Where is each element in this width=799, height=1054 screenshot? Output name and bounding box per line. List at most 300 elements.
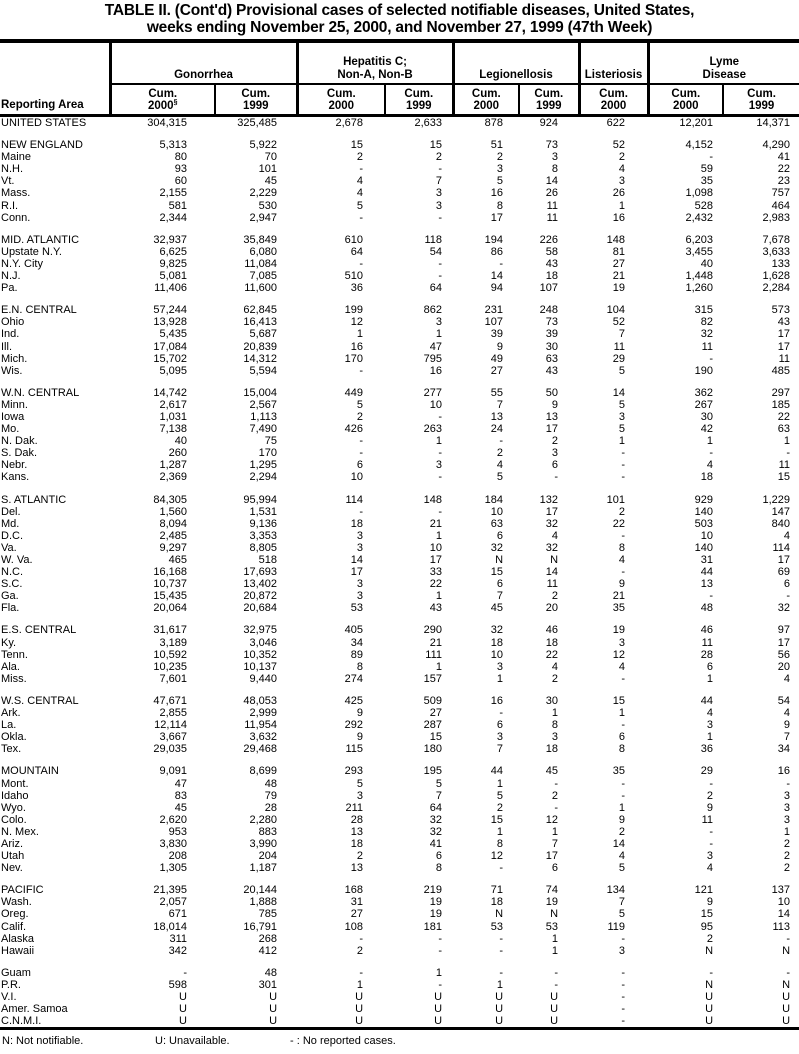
value-cell: 263	[423, 423, 443, 436]
table-row	[0, 778, 799, 790]
value-cell: 277	[423, 386, 443, 399]
reporting-area-cell: Guam	[1, 966, 31, 979]
value-cell: 671	[168, 908, 187, 921]
value-cell: 518	[258, 554, 278, 566]
value-cell: 45	[264, 175, 278, 188]
value-cell: 226	[539, 233, 559, 246]
value-cell: 426	[344, 423, 364, 436]
value-cell: 325,485	[237, 117, 278, 129]
table-row	[0, 258, 799, 270]
value-cell: 1	[496, 978, 504, 991]
value-cell: 5	[356, 398, 364, 411]
value-cell: 530	[258, 199, 278, 212]
reporting-area-cell: Mo.	[1, 423, 20, 436]
value-cell: 107	[484, 316, 504, 329]
value-cell: 13	[700, 578, 714, 591]
value-cell: 19	[429, 896, 443, 909]
value-cell: 9,440	[249, 672, 278, 685]
value-cell: 5,081	[159, 270, 187, 283]
table-row	[0, 884, 799, 896]
value-cell: 5	[618, 908, 626, 921]
value-cell: 44	[490, 765, 504, 778]
value-cell: 26	[545, 187, 559, 200]
table-row	[0, 316, 799, 328]
footnote-marker: §	[173, 99, 178, 107]
value-cell: 55	[490, 386, 504, 399]
value-cell: 3	[706, 850, 714, 863]
reporting-area-cell: E.N. CENTRAL	[1, 304, 77, 317]
value-cell: 21	[612, 590, 626, 603]
table-row	[0, 506, 799, 518]
value-cell: -	[438, 978, 443, 991]
value-cell: 7	[496, 398, 504, 411]
table-row	[0, 602, 799, 614]
value-cell: 53	[350, 602, 364, 615]
value-cell: 8	[496, 199, 504, 212]
notifiable-diseases-table	[0, 39, 799, 1030]
value-cell: -	[554, 966, 559, 979]
value-cell: 2	[496, 151, 504, 164]
value-cell: 11,600	[244, 282, 278, 295]
section-spacer	[0, 294, 799, 304]
value-cell: 17	[490, 211, 504, 224]
value-cell: 10	[490, 648, 504, 661]
table-row	[0, 234, 799, 246]
value-cell: 1	[496, 825, 504, 838]
value-cell: 1	[435, 529, 443, 542]
column-header-legionellosis-1999: Cum. 1999	[519, 84, 579, 116]
value-cell: 3,990	[249, 837, 278, 850]
value-cell: 2,617	[159, 398, 187, 411]
value-cell: 70	[264, 151, 278, 164]
value-cell: 4	[356, 175, 364, 188]
value-cell: 292	[344, 719, 364, 732]
value-cell: -	[709, 825, 714, 838]
value-cell: 32,937	[153, 233, 187, 246]
value-cell: 27	[612, 257, 626, 270]
reporting-area-cell: Vt.	[1, 175, 15, 188]
value-cell: 5	[435, 777, 443, 790]
table-row	[0, 814, 799, 826]
value-cell: 3,667	[159, 731, 187, 744]
value-cell: -	[438, 211, 443, 224]
reporting-area-cell: D.C.	[1, 529, 23, 542]
reporting-area-cell: Va.	[1, 541, 17, 554]
table-row	[0, 933, 799, 945]
value-cell: 8	[551, 163, 559, 176]
reporting-area-cell: Tenn.	[1, 648, 28, 661]
value-cell: -	[499, 966, 504, 979]
value-cell: 121	[694, 884, 714, 897]
value-cell: 211	[345, 801, 364, 814]
table-row	[0, 673, 799, 685]
value-cell: 18	[700, 471, 714, 484]
value-cell: 9	[706, 896, 714, 909]
value-cell: 10	[490, 505, 504, 518]
value-cell: 9	[496, 340, 504, 353]
reporting-area-cell: Conn.	[1, 211, 31, 224]
value-cell: 219	[423, 884, 443, 897]
value-cell: 43	[429, 602, 443, 615]
value-cell: 16	[490, 694, 504, 707]
value-cell: 1	[496, 777, 504, 790]
value-cell: 231	[484, 304, 504, 317]
value-cell: 2	[496, 801, 504, 814]
reporting-area-cell: S.C.	[1, 578, 23, 591]
column-group-hepatitis-c: Hepatitis C; Non-A, Non-B	[297, 41, 453, 84]
value-cell: -	[786, 777, 791, 790]
value-cell: 63	[777, 423, 791, 436]
value-cell: 15	[777, 471, 791, 484]
value-cell: 3	[783, 813, 791, 826]
value-cell: 3	[356, 541, 364, 554]
value-cell: 44	[700, 566, 714, 579]
value-cell: 1	[706, 672, 714, 685]
value-cell: 4	[783, 672, 791, 685]
value-cell: 56	[777, 648, 791, 661]
value-cell: -	[621, 991, 626, 1003]
value-cell: 41	[429, 837, 443, 850]
value-cell: -	[621, 459, 626, 472]
value-cell: 17	[777, 328, 791, 341]
table-body	[0, 116, 799, 1029]
reporting-area-cell: Pa.	[1, 282, 18, 295]
value-cell: 10,592	[153, 648, 187, 661]
value-cell: 18	[545, 636, 559, 649]
value-cell: 17	[777, 636, 791, 649]
value-cell: 108	[344, 920, 364, 933]
value-cell: 290	[423, 624, 443, 637]
reporting-area-cell: Wash.	[1, 896, 32, 909]
value-cell: 17	[429, 554, 443, 566]
value-cell: U	[355, 991, 364, 1003]
value-cell: 84,305	[153, 493, 187, 506]
value-cell: 19	[429, 908, 443, 921]
value-cell: 47,671	[153, 694, 187, 707]
value-cell: 1	[706, 731, 714, 744]
reporting-area-cell: Oreg.	[1, 908, 29, 921]
value-cell: 878	[484, 117, 504, 129]
column-header-hepatitis-c-1999: Cum. 1999	[385, 84, 453, 116]
value-cell: -	[621, 529, 626, 542]
value-cell: 2,155	[159, 187, 187, 200]
table-row	[0, 743, 799, 755]
value-cell: 3	[435, 187, 443, 200]
value-cell: 185	[771, 398, 791, 411]
value-cell: U	[705, 1015, 714, 1028]
column-group-gonorrhea: Gonorrhea	[110, 41, 297, 84]
value-cell: 2	[435, 151, 443, 164]
table-row	[0, 399, 799, 411]
value-cell: 3	[783, 801, 791, 814]
table-row	[0, 896, 799, 908]
value-cell: 6	[783, 578, 791, 591]
reporting-area-cell: N.J.	[1, 270, 21, 283]
value-cell: 1,295	[249, 459, 278, 472]
value-cell: 3	[496, 731, 504, 744]
value-cell: 34	[350, 636, 364, 649]
value-cell: 5	[618, 862, 626, 875]
value-cell: 528	[694, 199, 714, 212]
reporting-area-cell: Upstate N.Y.	[1, 245, 62, 258]
value-cell: -	[621, 1003, 626, 1016]
value-cell: 15	[429, 731, 443, 744]
value-cell: 1,305	[159, 862, 187, 875]
value-cell: 29	[700, 765, 714, 778]
value-cell: 14	[777, 908, 791, 921]
value-cell: 2,983	[762, 211, 791, 224]
table-row	[0, 471, 799, 483]
reporting-area-cell: Alaska	[1, 932, 35, 945]
value-cell: 3	[551, 731, 559, 744]
value-cell: 1	[435, 966, 443, 979]
value-cell: 19	[612, 624, 626, 637]
value-cell: 2	[551, 590, 559, 603]
value-cell: 465	[168, 554, 187, 566]
reporting-area-cell: N.H.	[1, 163, 23, 176]
table-row	[0, 530, 799, 542]
value-cell: 7	[618, 328, 626, 341]
column-group-listeriosis: Listeriosis	[579, 41, 648, 84]
value-cell: 953	[168, 825, 187, 838]
value-cell: 3,633	[762, 245, 791, 258]
value-cell: 17	[350, 566, 364, 579]
value-cell: 15	[490, 566, 504, 579]
value-cell: -	[499, 707, 504, 720]
value-cell: 28	[350, 813, 364, 826]
value-cell: 2,280	[249, 813, 278, 826]
value-cell: 4	[783, 529, 791, 542]
value-cell: 1	[551, 944, 559, 957]
value-cell: 485	[771, 364, 791, 377]
table-row	[0, 991, 799, 1003]
value-cell: 287	[423, 719, 443, 732]
value-cell: 15	[612, 694, 626, 707]
reporting-area-cell: Hawaii	[1, 944, 35, 957]
value-cell: 132	[539, 493, 559, 506]
value-cell: 48	[264, 777, 278, 790]
value-cell: 94	[490, 282, 504, 295]
value-cell: 32	[490, 624, 504, 637]
value-cell: 97	[777, 624, 791, 637]
value-cell: 581	[168, 199, 187, 212]
value-cell: 2	[706, 932, 714, 945]
value-cell: 15	[700, 908, 714, 921]
value-cell: 6	[551, 459, 559, 472]
value-cell: 32	[700, 328, 714, 341]
value-cell: 12	[350, 316, 364, 329]
value-cell: U	[550, 1015, 559, 1028]
value-cell: 6	[551, 862, 559, 875]
value-cell: 43	[545, 257, 559, 270]
value-cell: 32	[429, 825, 443, 838]
value-cell: 311	[169, 932, 187, 945]
value-cell: 301	[258, 978, 278, 991]
value-cell: 63	[490, 517, 504, 530]
value-cell: 7	[618, 896, 626, 909]
reporting-area-cell: La.	[1, 719, 17, 732]
value-cell: 57,244	[153, 304, 187, 317]
value-cell: 19	[545, 896, 559, 909]
value-cell: 1	[618, 707, 626, 720]
reporting-area-cell: Ky.	[1, 636, 17, 649]
reporting-area-cell: NEW ENGLAND	[1, 139, 83, 152]
column-group-lyme-disease: Lyme Disease	[648, 41, 799, 84]
value-cell: 52	[612, 139, 626, 152]
value-cell: 95,994	[243, 493, 278, 506]
reporting-area-cell: Del.	[1, 505, 21, 518]
table-row	[0, 862, 799, 874]
reporting-area-cell: Wis.	[1, 364, 23, 377]
value-cell: 2	[551, 435, 559, 448]
value-cell: -	[709, 151, 714, 164]
header-group-row	[0, 41, 799, 84]
value-cell: 190	[694, 364, 714, 377]
value-cell: 137	[771, 884, 791, 897]
value-cell: 2	[618, 825, 626, 838]
value-cell: 5,095	[159, 364, 187, 377]
value-cell: 6	[496, 719, 504, 732]
footnote-no-reported-cases: - : No reported cases.	[290, 1035, 396, 1048]
value-cell: 17	[545, 505, 559, 518]
value-cell: -	[621, 672, 626, 685]
reporting-area-cell: Mich.	[1, 352, 28, 365]
value-cell: 9	[706, 801, 714, 814]
reporting-area-cell: Minn.	[1, 398, 28, 411]
value-cell: 40	[174, 435, 187, 448]
value-cell: 95	[700, 920, 714, 933]
value-cell: 274	[344, 672, 364, 685]
value-cell: 3	[356, 590, 364, 603]
value-cell: -	[359, 966, 364, 979]
value-cell: 194	[484, 233, 504, 246]
value-cell: 14,371	[756, 117, 791, 129]
reporting-area-cell: Ga.	[1, 590, 19, 603]
value-cell: 14	[490, 270, 504, 283]
value-cell: 3,189	[159, 636, 187, 649]
value-cell: U	[434, 991, 443, 1003]
value-cell: 293	[344, 765, 364, 778]
value-cell: 14	[545, 175, 559, 188]
value-cell: 785	[258, 908, 278, 921]
value-cell: 83	[174, 789, 187, 802]
value-cell: U	[705, 1003, 714, 1016]
value-cell: 45	[490, 602, 504, 615]
value-cell: 14	[545, 566, 559, 579]
table-title	[0, 0, 799, 36]
table-row	[0, 151, 799, 163]
value-cell: 64	[429, 801, 443, 814]
reporting-area-cell: Wyo.	[1, 801, 26, 814]
reporting-area-cell: Mass.	[1, 187, 31, 200]
value-cell: 35	[612, 765, 626, 778]
value-cell: -	[359, 211, 364, 224]
value-cell: 157	[423, 672, 443, 685]
value-cell: 1,113	[250, 410, 278, 423]
section-spacer	[0, 129, 799, 139]
value-cell: 2,678	[335, 117, 364, 129]
value-cell: 5	[496, 789, 504, 802]
section-spacer	[0, 484, 799, 494]
value-cell: 3	[356, 789, 364, 802]
value-cell: 1	[435, 660, 443, 673]
value-cell: 9	[618, 578, 626, 591]
reporting-area-cell: P.R.	[1, 978, 21, 991]
value-cell: 47	[174, 777, 187, 790]
value-cell: 64	[350, 245, 364, 258]
value-cell: 1	[783, 435, 791, 448]
value-cell: 924	[539, 117, 559, 129]
value-cell: 208	[168, 850, 187, 863]
value-cell: 1,448	[685, 270, 714, 283]
value-cell: 1,560	[159, 505, 187, 518]
value-cell: 21,395	[153, 884, 187, 897]
value-cell: 32	[545, 517, 559, 530]
table-row	[0, 387, 799, 399]
value-cell: 19	[612, 282, 626, 295]
value-cell: 6	[618, 731, 626, 744]
value-cell: 35,849	[243, 233, 278, 246]
value-cell: U	[434, 1015, 443, 1028]
value-cell: 22	[545, 648, 559, 661]
value-cell: 30	[700, 410, 714, 423]
table-row	[0, 802, 799, 814]
value-cell: 1	[551, 825, 559, 838]
value-cell: 8	[356, 660, 364, 673]
table-row	[0, 423, 799, 435]
value-cell: 20	[777, 660, 791, 673]
value-cell: -	[359, 505, 364, 518]
value-cell: 114	[772, 541, 791, 554]
value-cell: 7,085	[249, 270, 278, 283]
table-row	[0, 411, 799, 423]
value-cell: 79	[264, 789, 278, 802]
reporting-area-cell: R.I.	[1, 199, 19, 212]
reporting-area-cell: MOUNTAIN	[1, 765, 59, 778]
value-cell: 80	[174, 151, 187, 164]
value-cell: 2	[356, 944, 364, 957]
value-cell: -	[554, 777, 559, 790]
value-cell: 18	[350, 517, 364, 530]
value-cell: 2	[356, 151, 364, 164]
reporting-area-cell: N. Dak.	[1, 435, 38, 448]
table-row	[0, 163, 799, 175]
value-cell: 20,144	[243, 884, 278, 897]
value-cell: N	[705, 978, 714, 991]
value-cell: 54	[777, 694, 791, 707]
value-cell: 2	[618, 505, 626, 518]
reporting-area-cell: E.S. CENTRAL	[1, 624, 77, 637]
value-cell: 757	[771, 187, 791, 200]
reporting-area-cell: C.N.M.I.	[1, 1015, 42, 1028]
value-cell: U	[495, 1003, 504, 1016]
value-cell: 48,053	[243, 694, 278, 707]
value-cell: 1	[551, 707, 559, 720]
value-cell: 795	[423, 352, 443, 365]
value-cell: -	[183, 966, 187, 979]
table-row	[0, 282, 799, 294]
value-cell: -	[359, 447, 364, 460]
value-cell: 119	[607, 920, 626, 933]
value-cell: 64	[429, 282, 443, 295]
value-cell: 315	[694, 304, 714, 317]
value-cell: 11	[546, 211, 559, 224]
value-cell: 5,313	[159, 139, 187, 152]
value-cell: 26	[612, 187, 626, 200]
value-cell: 23	[777, 175, 791, 188]
reporting-area-cell: Iowa	[1, 410, 25, 423]
value-cell: 2,855	[159, 707, 187, 720]
